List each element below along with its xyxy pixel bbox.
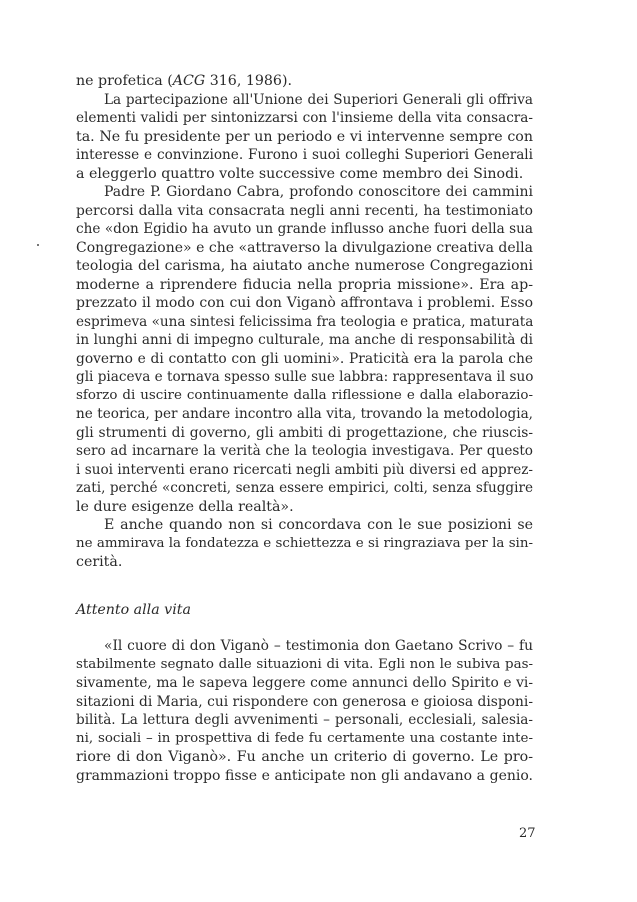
text-line: percorsi dalla vita consacrata negli anni recenti, ha testimoniato [76,202,533,219]
body-text-block-2 [76,637,533,785]
text-line: riore di don Viganò». Fu anche un criterio di governo. Le pro- [76,749,533,765]
text-line: sitazioni di Maria, cui rispondere con generosa e gioiosa disponi- [76,693,533,710]
text-line: grammazioni troppo fisse e anticipate non gli andavano a genio. [76,767,533,784]
text-line: sforzo di uscire continuamente dalla riflessione e dalla elaborazio- [76,387,533,403]
text-line: esprimeva «una sintesi felicissima fra teologia e pratica, maturata [76,313,534,330]
text-line: i suoi interventi erano ricercati negli ambiti più diversi ed apprez- [76,461,533,478]
text-line: cerità. [76,554,123,570]
text-line: ni, sociali – in prospettiva di fede fu certamente una costante inte- [76,730,533,746]
text-line: ne ammirava la fondatezza e schiettezza e si ringraziava per la sin- [76,535,533,551]
stray-dot [37,244,39,246]
text-line: E anche quando non si concordava con le sue posizioni se [104,517,533,533]
text-line: sero ad incarnare la verità che la teologia investigava. Per questo [76,443,533,459]
text-line: stabilmente segnato dalle situazioni di vita. Egli non le subiva pas- [76,656,533,672]
text-line: interesse e convinzione. Furono i suoi colleghi Superiori Generali [76,147,533,163]
text-line: «Il cuore di don Viganò – testimonia don Gaetano Scrivo – fu [104,638,533,654]
text-line: zati, perché «concreti, senza essere empirici, colti, senza sfuggire [76,480,533,496]
body-text-block-1 [76,72,533,572]
text-line: bilità. La lettura degli avvenimenti – personali, ecclesiali, salesia- [76,712,533,728]
text-line: ta. Ne fu presidente per un periodo e vi intervenne sempre con [76,128,533,145]
acg-italic: ACG [172,73,206,89]
text-line: governo e di contatto con gli uomini». Praticità era la parola che [76,350,533,367]
text-line: a eleggerlo quattro volte successive come membro dei Sinodi. [76,165,524,182]
text-line: ne teorica, per andare incontro alla vita, trovando la metodologia, [76,406,533,422]
page-number: 27 [519,826,536,841]
text-line: La partecipazione all'Unione dei Superiori Generali gli offriva [104,91,533,108]
text-line: elementi validi per sintonizzarsi con l'insieme della vita consacra- [76,110,533,126]
text-line: ne profetica (ACG 316, 1986). [76,73,292,89]
text-line: che «don Egidio ha avuto un grande influsso anche fuori della sua [76,221,533,237]
section-heading: Attento alla vita [76,602,191,618]
text-line: le dure esigenze della realtà». [76,498,294,515]
text-line: prezzato il modo con cui don Viganò affrontava i problemi. Esso [76,295,533,311]
text-line: Congregazione» e che «attraverso la divulgazione creativa della [76,239,533,256]
text-line: Padre P. Giordano Cabra, profondo conoscitore dei cammini [104,184,533,200]
text-line: teologia del carisma, ha aiutato anche numerose Congregazioni [76,258,533,274]
text-line: sivamente, ma le sapeva leggere come annunci dello Spirito e vi- [76,675,533,691]
text-line: in lunghi anni di impegno culturale, ma anche di responsabilità di [76,332,533,348]
text-line: gli strumenti di governo, gli ambiti di progettazione, che riuscis- [76,424,533,441]
text-line: gli piaceva e tornava spesso sulle sue labbra: rappresentava il suo [76,369,534,385]
text-line: moderne a riprendere fiducia nella propria missione». Era ap- [76,276,533,293]
